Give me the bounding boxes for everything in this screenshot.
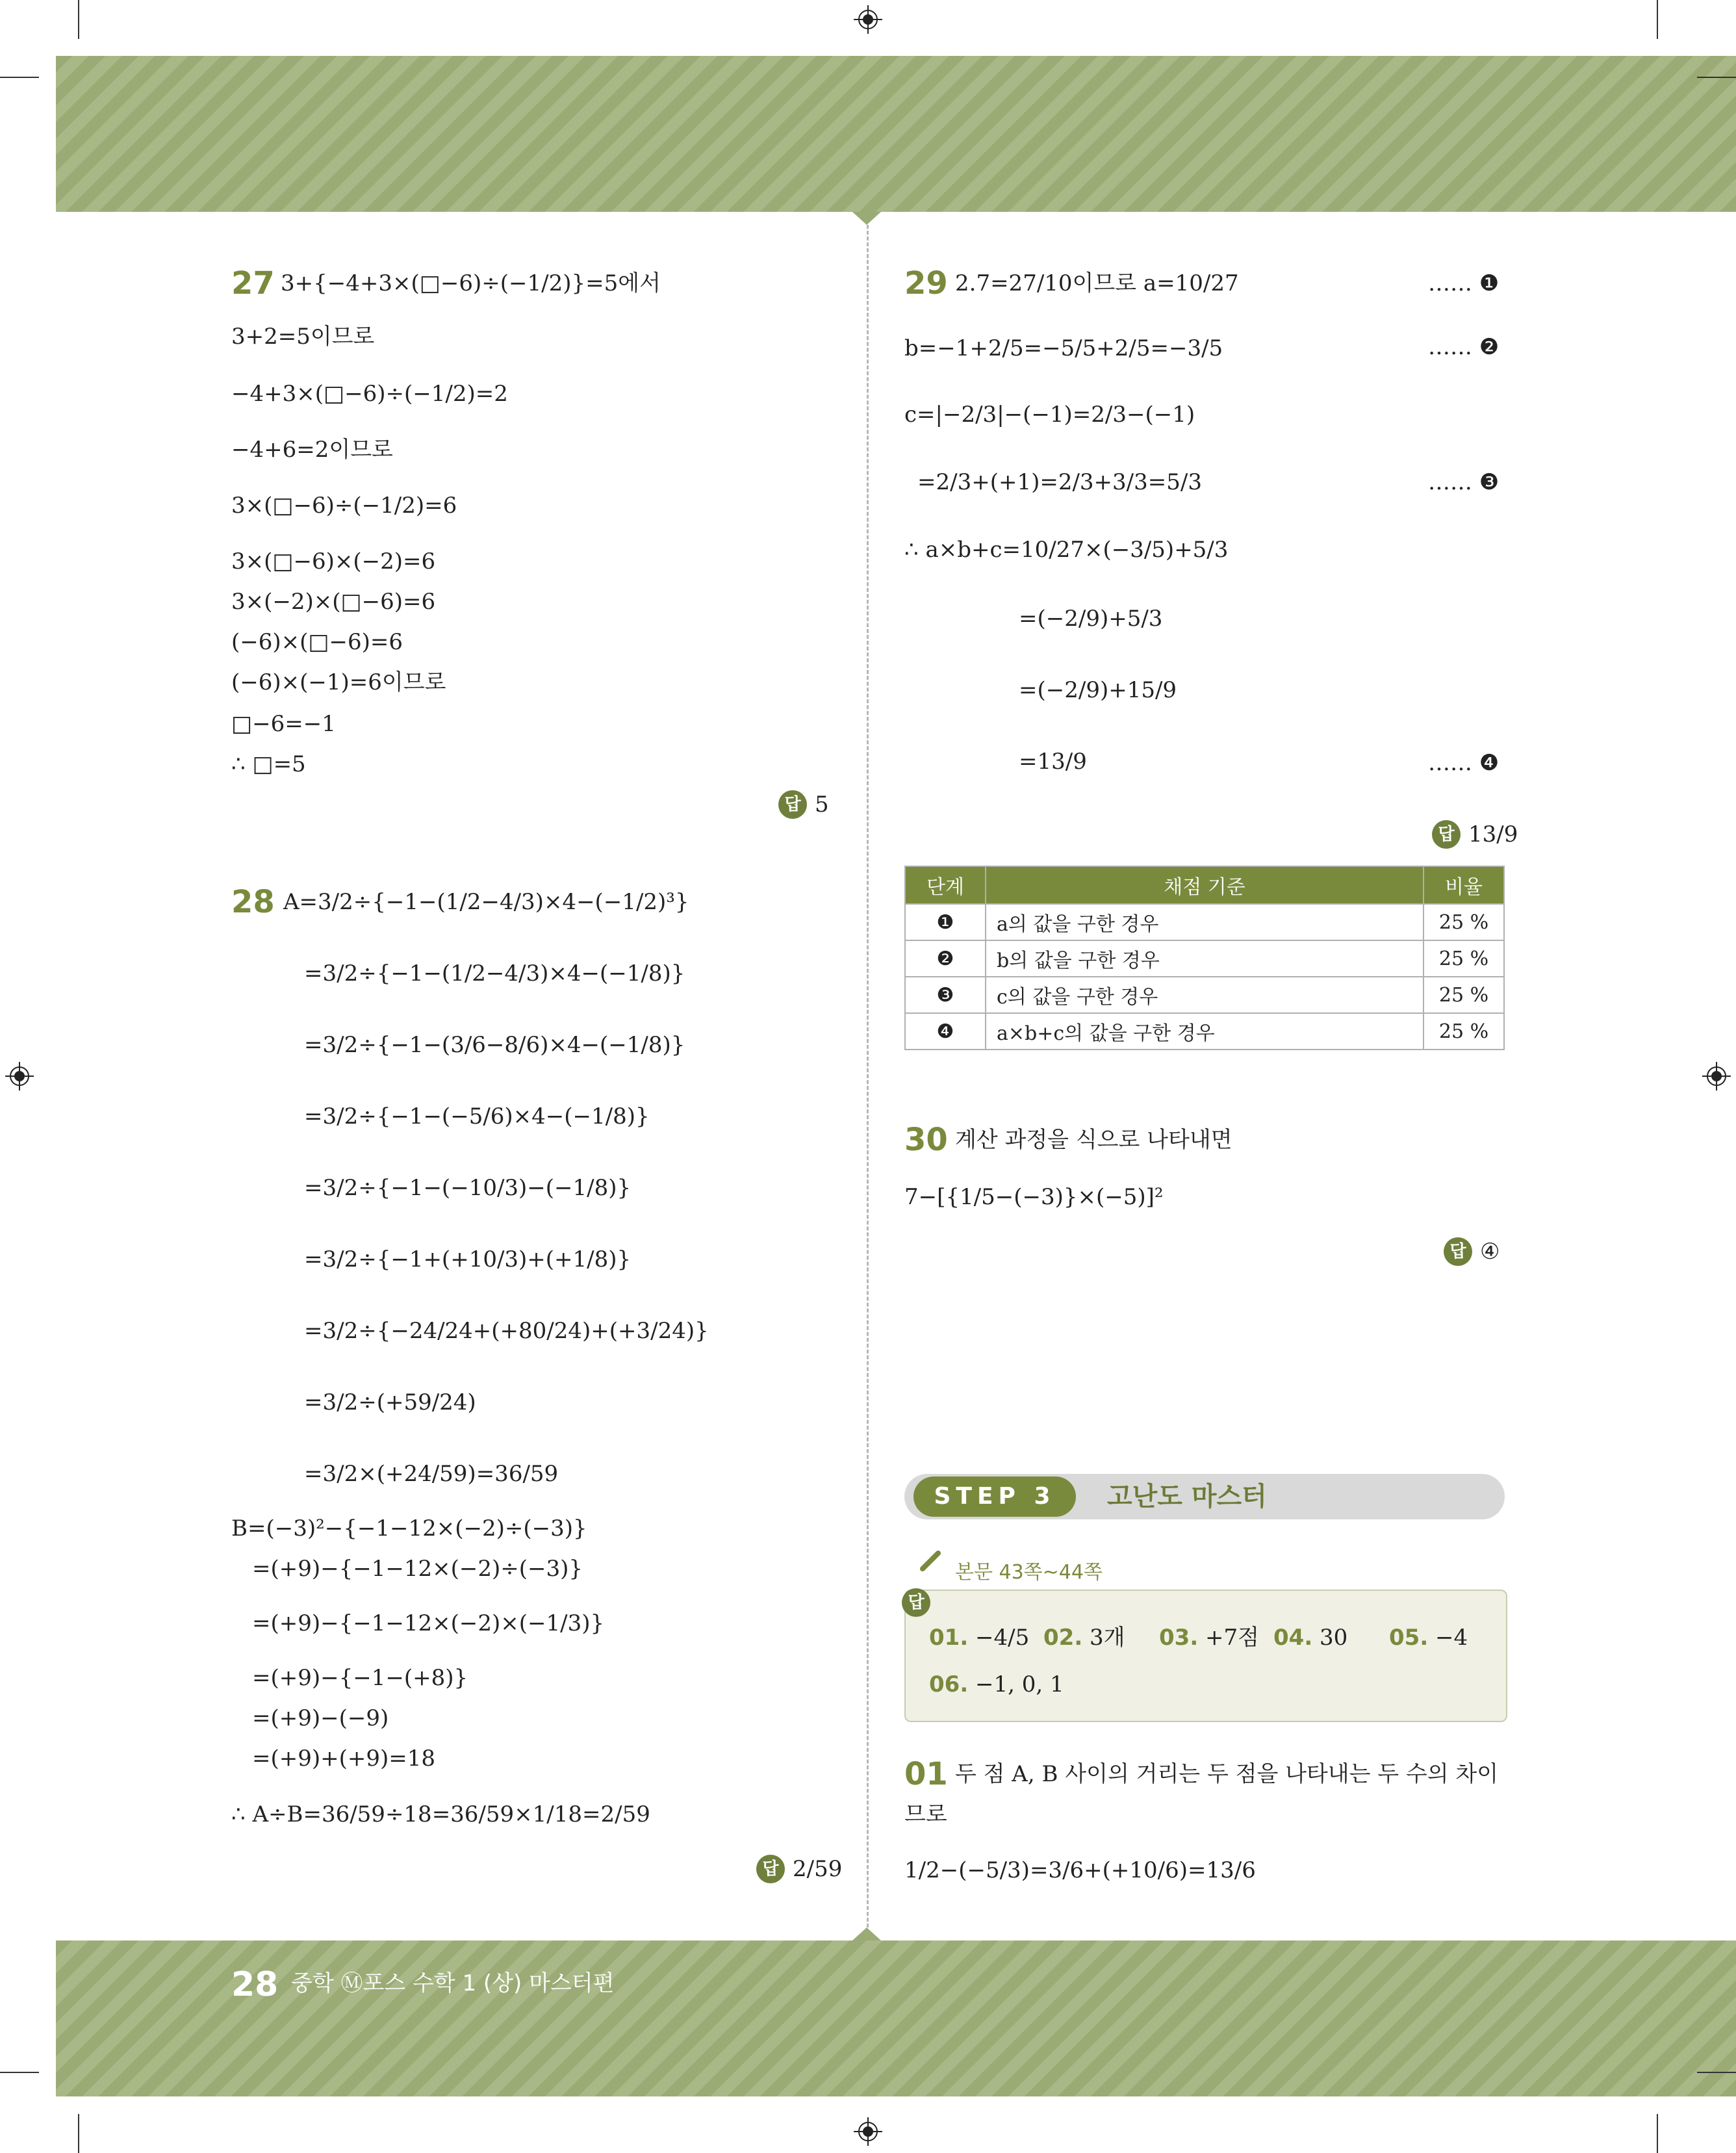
answer-item: 04. 30 — [1273, 1625, 1348, 1651]
table-cell: 25 % — [1423, 904, 1504, 940]
crop-mark — [1657, 0, 1658, 39]
answer-value: 2/59 — [793, 1856, 843, 1882]
answer-badge: 답 — [778, 790, 807, 819]
q01-line: 므로 — [904, 1801, 947, 1827]
q28-line: =3/2÷(+59/24) — [304, 1389, 476, 1415]
step-title: 고난도 마스터 — [1107, 1482, 1267, 1512]
q29-line: =2/3+(+1)=2/3+3/3=5/3 — [917, 469, 1202, 495]
table-cell: 25 % — [1423, 977, 1504, 1013]
answer-badge: 답 — [1444, 1237, 1472, 1266]
answer-value: ④ — [1480, 1239, 1500, 1265]
answer-badge: 답 — [1432, 820, 1461, 849]
q27-line: (−6)×(□−6)=6 — [231, 629, 403, 655]
q28-line: =3/2÷{−1−(−10/3)−(−1/8)} — [304, 1175, 632, 1201]
crop-mark — [0, 77, 39, 78]
q27-line: ∴ □=5 — [231, 751, 306, 777]
crop-mark — [78, 0, 79, 39]
table-cell: ❸ — [905, 977, 986, 1013]
question-number-27: 27 — [231, 265, 275, 302]
q28-line: =3/2÷{−24/24+(+80/24)+(+3/24)} — [304, 1318, 709, 1344]
crop-mark — [1657, 2114, 1658, 2153]
answer-summary-box — [904, 1590, 1507, 1722]
table-row — [905, 940, 1504, 977]
table-cell: 25 % — [1423, 1013, 1504, 1050]
table-cell: ❷ — [905, 940, 986, 977]
answer-badge: 답 — [756, 1855, 785, 1883]
q30-line: 7−[{1/5−(−3)}×(−5)]² — [904, 1184, 1164, 1210]
question-number-30: 30 — [904, 1122, 948, 1158]
answer-item: 06. −1, 0, 1 — [929, 1671, 1064, 1697]
footer-band — [56, 1940, 1736, 2096]
column-header: 단계 — [905, 866, 986, 904]
table-cell: 25 % — [1423, 940, 1504, 977]
step-banner — [904, 1474, 1505, 1519]
q28-line: =(+9)+(+9)=18 — [252, 1746, 436, 1772]
q27-line: −4+3×(□−6)÷(−1/2)=2 — [231, 381, 508, 407]
answer-value: 5 — [815, 792, 829, 818]
q28-answer — [756, 1855, 842, 1883]
step-marker-1: …… ❶ — [1428, 270, 1500, 296]
q27-line: (−6)×(−1)=6이므로 — [231, 669, 446, 695]
q28-line: B=(−3)²−{−1−12×(−2)÷(−3)} — [231, 1515, 587, 1541]
q29-line: =(−2/9)+15/9 — [1019, 677, 1177, 703]
step-label: STEP 3 — [913, 1476, 1076, 1517]
answer-badge: 답 — [902, 1588, 930, 1617]
registration-mark-icon — [854, 2117, 882, 2146]
q27-line: −4+6=2이므로 — [231, 437, 393, 463]
q28-line: =(+9)−{−1−12×(−2)×(−1/3)} — [252, 1610, 605, 1636]
answer-item: 02. 3개 — [1043, 1625, 1125, 1651]
header-band — [56, 56, 1736, 212]
column-header: 비율 — [1423, 866, 1504, 904]
question-number-01: 01 — [904, 1756, 948, 1792]
q29-line: =13/9 — [1019, 749, 1087, 775]
footer-notch — [852, 1927, 881, 1940]
q27-line: 3+2=5이므로 — [231, 324, 375, 350]
q29-answer — [1432, 820, 1518, 849]
answer-item: 01. −4/5 — [929, 1625, 1030, 1651]
q28-line: =3/2×(+24/59)=36/59 — [304, 1461, 559, 1487]
grading-table — [904, 866, 1505, 1050]
q29-line: c=|−2/3|−(−1)=2/3−(−1) — [904, 402, 1195, 428]
answer-value: 13/9 — [1468, 821, 1518, 847]
q28-line: =3/2÷{−1+(+10/3)+(+1/8)} — [304, 1246, 632, 1272]
table-cell: c의 값을 구한 경우 — [986, 977, 1423, 1013]
question-number-28: 28 — [231, 884, 275, 920]
q28-line: =(+9)−(−9) — [252, 1705, 389, 1731]
q28-line: A=3/2÷{−1−(1/2−4/3)×4−(−1/2)³} — [283, 889, 689, 915]
table-row — [905, 977, 1504, 1013]
crop-mark — [78, 2114, 79, 2153]
q28-line: ∴ A÷B=36/59÷18=36/59×1/18=2/59 — [231, 1801, 650, 1827]
table-cell: ❶ — [905, 904, 986, 940]
q27-line: 3×(−2)×(□−6)=6 — [231, 589, 436, 615]
step-marker-3: …… ❸ — [1428, 469, 1500, 495]
q28-line: =(+9)−{−1−12×(−2)÷(−3)} — [252, 1556, 583, 1582]
q28-line: =3/2÷{−1−(1/2−4/3)×4−(−1/8)} — [304, 960, 685, 986]
header-notch — [852, 212, 881, 225]
answer-item: 05. −4 — [1389, 1625, 1468, 1651]
crop-mark — [1697, 2072, 1736, 2073]
table-row — [905, 904, 1504, 940]
q29-line: =(−2/9)+5/3 — [1019, 606, 1163, 632]
q28-line: =3/2÷{−1−(−5/6)×4−(−1/8)} — [304, 1103, 650, 1129]
step-marker-2: …… ❷ — [1428, 334, 1500, 360]
q28-line: =3/2÷{−1−(3/6−8/6)×4−(−1/8)} — [304, 1032, 685, 1058]
registration-mark-icon — [5, 1062, 34, 1090]
crop-mark — [1697, 77, 1736, 78]
registration-mark-icon — [854, 5, 882, 34]
q27-line: □−6=−1 — [231, 711, 336, 737]
q28-line: =(+9)−{−1−(+8)} — [252, 1665, 468, 1691]
q29-line: 2.7=27/10이므로 a=10/27 — [955, 270, 1239, 296]
table-cell: a×b+c의 값을 구한 경우 — [986, 1013, 1423, 1050]
q30-line: 계산 과정을 식으로 나타내면 — [955, 1127, 1232, 1153]
q30-answer — [1444, 1237, 1500, 1266]
registration-mark-icon — [1702, 1062, 1731, 1090]
q27-answer — [778, 790, 829, 819]
step-marker-4: …… ❹ — [1428, 750, 1500, 776]
q01-line: 1/2−(−5/3)=3/6+(+10/6)=13/6 — [904, 1857, 1256, 1883]
table-cell: ❹ — [905, 1013, 986, 1050]
question-number-29: 29 — [904, 265, 948, 302]
column-header: 채점 기준 — [986, 866, 1423, 904]
q01-line: 두 점 A, B 사이의 거리는 두 점을 나타내는 두 수의 차이 — [955, 1761, 1499, 1787]
column-divider — [867, 225, 869, 1927]
q27-line: 3+{−4+3×(□−6)÷(−1/2)}=5에서 — [281, 270, 661, 296]
table-header-row — [905, 866, 1504, 904]
page-reference: 본문 43쪽~44쪽 — [955, 1561, 1103, 1584]
table-cell: a의 값을 구한 경우 — [986, 904, 1423, 940]
q29-line: b=−1+2/5=−5/5+2/5=−3/5 — [904, 335, 1223, 361]
q27-line: 3×(□−6)×(−2)=6 — [231, 548, 436, 574]
footer-title: 중학 Ⓜ포스 수학 1 (상) 마스터편 — [291, 1970, 615, 1996]
table-cell: b의 값을 구한 경우 — [986, 940, 1423, 977]
q27-line: 3×(□−6)÷(−1/2)=6 — [231, 493, 457, 519]
answer-item: 03. +7점 — [1159, 1625, 1260, 1651]
q29-line: ∴ a×b+c=10/27×(−3/5)+5/3 — [904, 537, 1229, 563]
crop-mark — [0, 2072, 39, 2073]
pencil-icon — [904, 1548, 943, 1587]
table-row — [905, 1013, 1504, 1050]
page-number: 28 — [231, 1965, 279, 2004]
